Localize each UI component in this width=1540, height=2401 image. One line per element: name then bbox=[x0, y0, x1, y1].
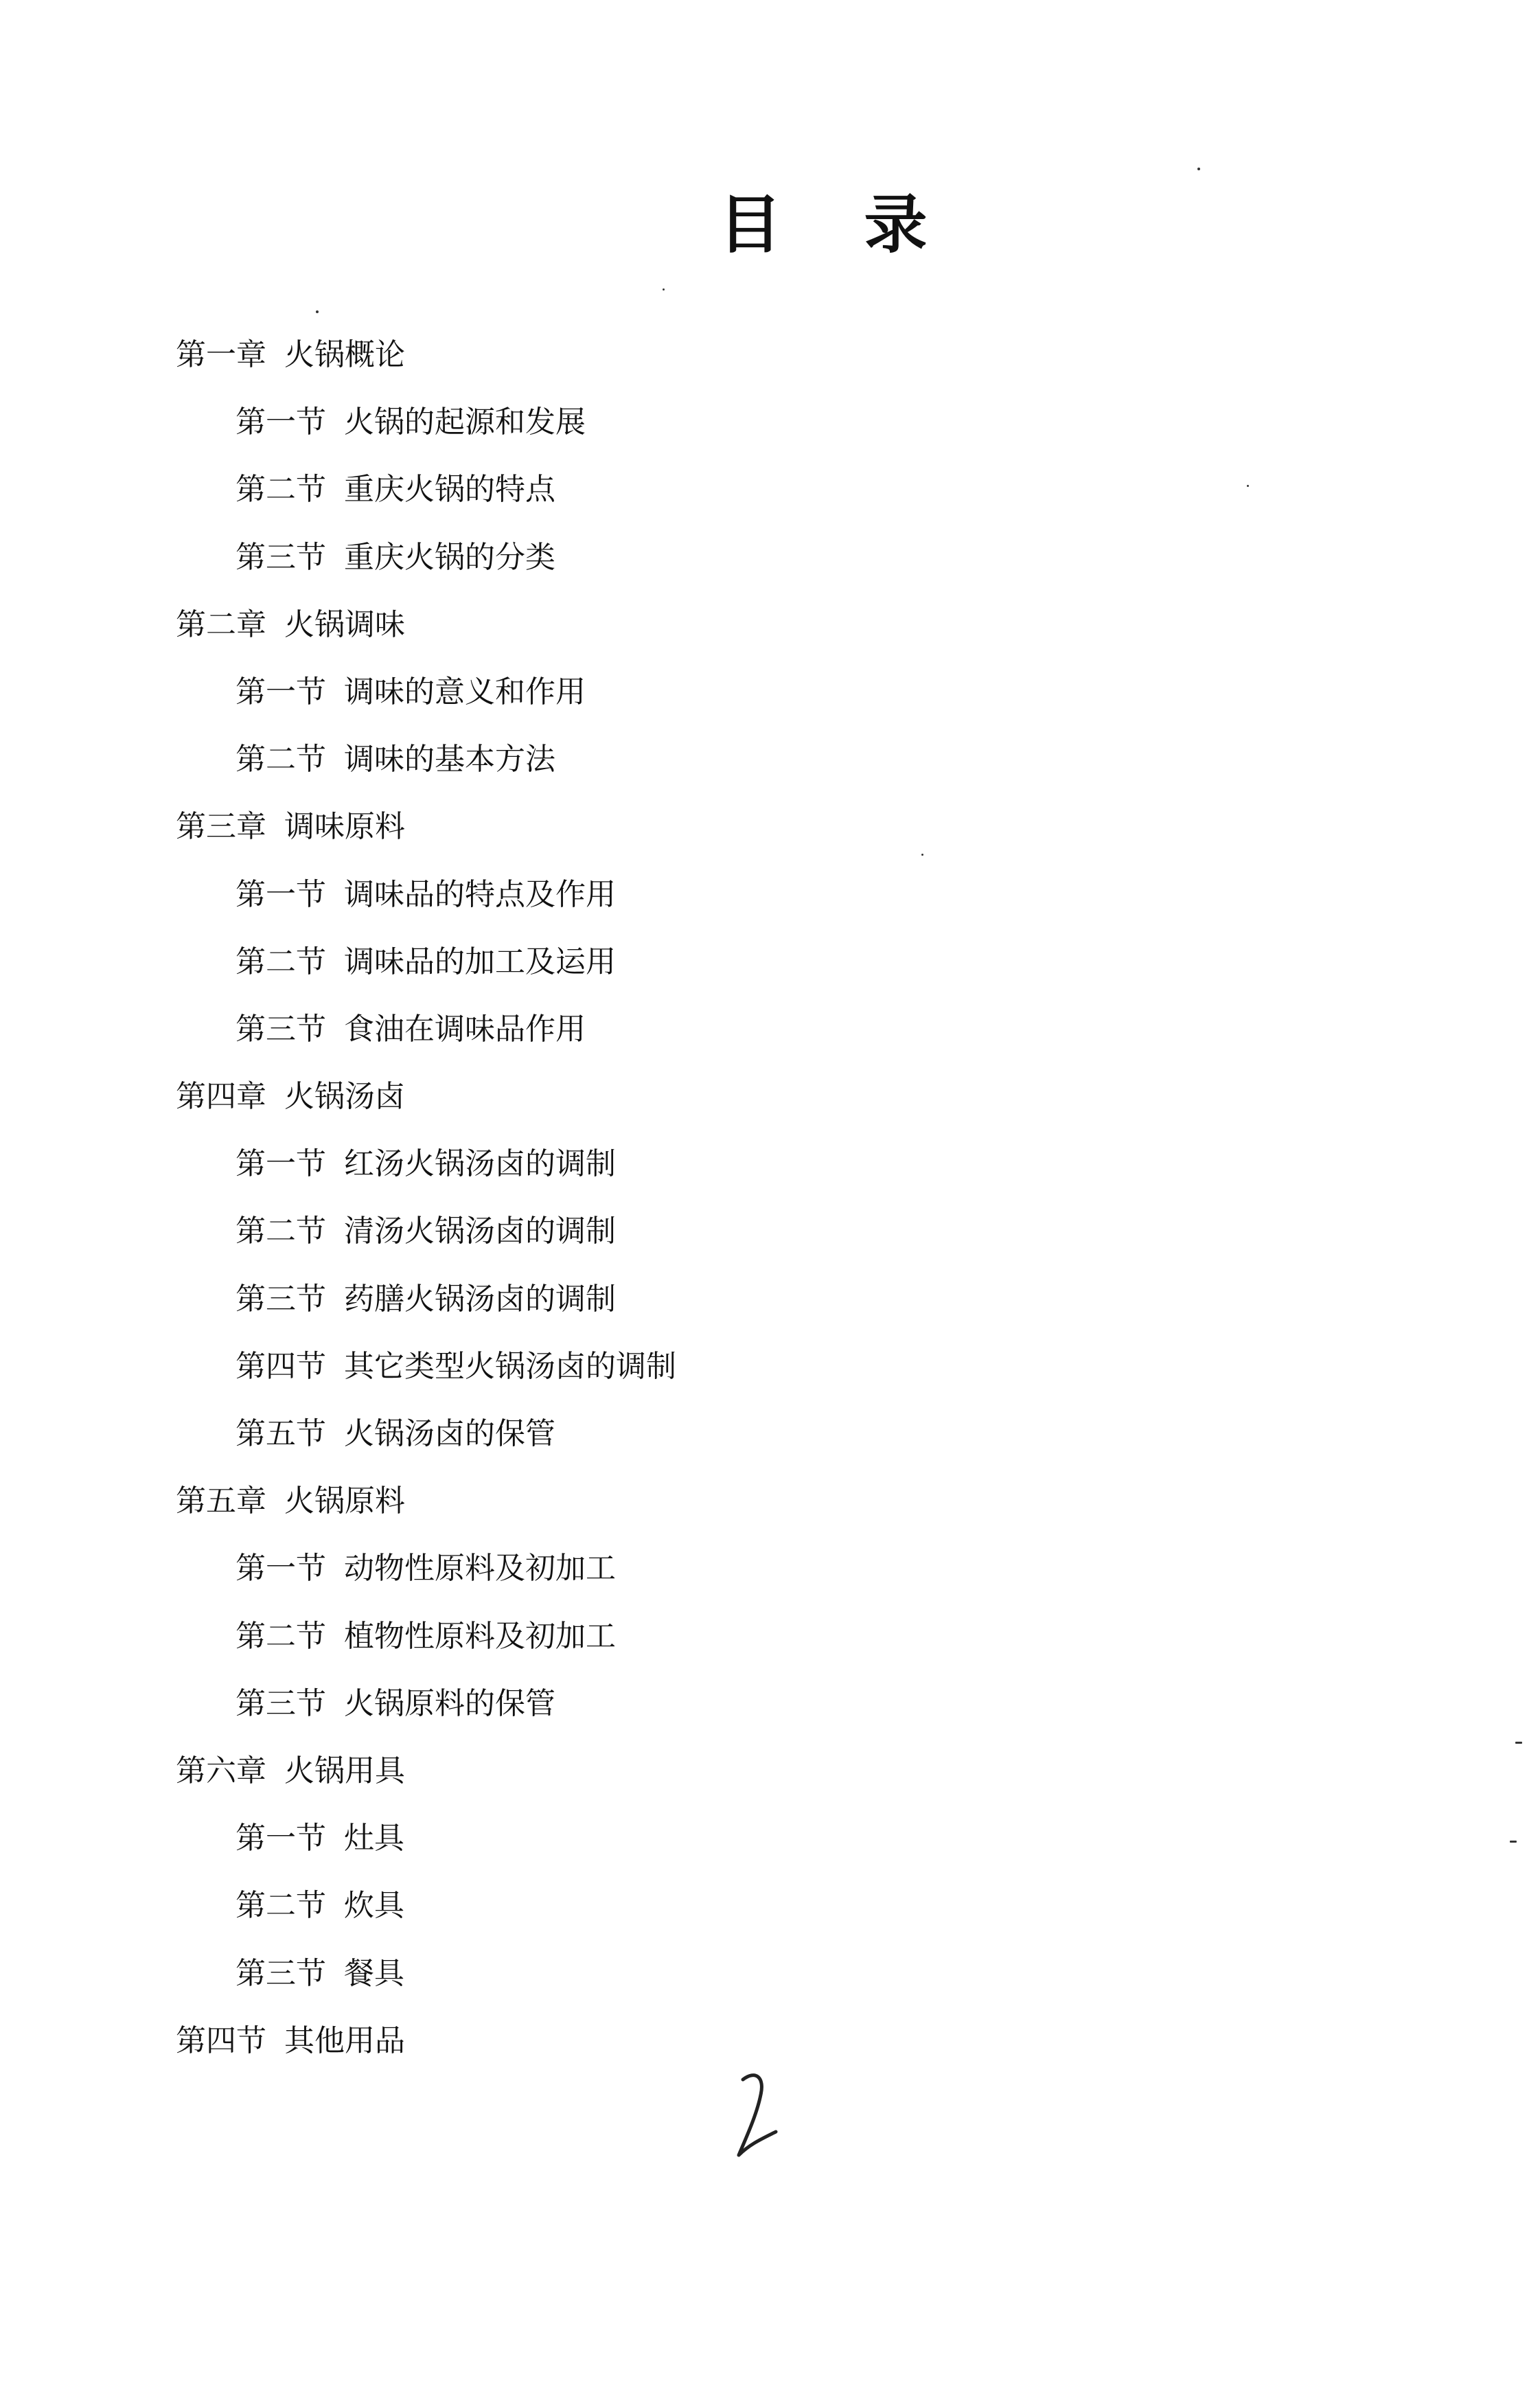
toc-entry-number: 第一章 bbox=[176, 337, 266, 372]
toc-entry-number: 第一节 bbox=[235, 1146, 326, 1182]
toc-entry-number: 第一节 bbox=[235, 1821, 326, 1856]
toc-section-entry bbox=[0, 524, 1540, 591]
toc-section-entry bbox=[0, 1333, 1540, 1400]
toc-section-entry bbox=[0, 659, 1540, 726]
toc-section-entry bbox=[0, 1603, 1540, 1670]
toc-entry-number: 第三节 bbox=[235, 1685, 326, 1721]
toc-entry-title: 调味品的特点及作用 bbox=[344, 876, 616, 912]
toc-section-entry bbox=[0, 1670, 1540, 1738]
scan-speck bbox=[1510, 1841, 1517, 1843]
toc-chapter-entry bbox=[0, 1738, 1540, 1805]
toc-entry-number: 第三节 bbox=[235, 1011, 326, 1047]
handwritten-page-number bbox=[722, 2067, 791, 2170]
toc-section-entry bbox=[0, 1940, 1540, 2007]
toc-entry-title: 火锅调味 bbox=[284, 606, 405, 642]
toc-section-entry bbox=[0, 389, 1540, 456]
scan-speck bbox=[1197, 168, 1200, 170]
toc-entry-number: 第三节 bbox=[235, 1281, 326, 1317]
toc-entry-number: 第四章 bbox=[176, 1079, 266, 1115]
scan-speck bbox=[921, 854, 923, 856]
toc-entry-number: 第一节 bbox=[235, 405, 326, 440]
toc-entry-title: 调味的基本方法 bbox=[344, 742, 555, 777]
toc-chapter-entry bbox=[0, 321, 1540, 389]
toc-entry-title: 火锅原料 bbox=[284, 1483, 405, 1519]
toc-entry-title: 火锅的起源和发展 bbox=[344, 405, 586, 440]
toc-section-entry bbox=[0, 1535, 1540, 1602]
toc-chapter-entry bbox=[0, 1063, 1540, 1130]
scan-speck bbox=[663, 288, 665, 291]
toc-entry-number: 第六章 bbox=[176, 1753, 266, 1788]
toc-section-entry bbox=[0, 1130, 1540, 1198]
toc-section-entry bbox=[0, 726, 1540, 793]
toc-entry-title: 火锅原料的保管 bbox=[344, 1685, 555, 1721]
toc-entry-title: 重庆火锅的特点 bbox=[344, 472, 555, 508]
toc-entry-number: 第二节 bbox=[235, 1618, 326, 1654]
toc-chapter-entry bbox=[0, 591, 1540, 659]
toc-entry-number: 第二章 bbox=[176, 606, 266, 642]
toc-entry-title: 其他用品 bbox=[284, 2023, 405, 2058]
toc-entry-title: 重庆火锅的分类 bbox=[344, 539, 555, 575]
scan-speck bbox=[1515, 1742, 1522, 1744]
toc-entry-number: 第四节 bbox=[235, 1348, 326, 1384]
toc-chapter-entry bbox=[0, 2007, 1540, 2075]
toc-entry-title: 火锅汤卤 bbox=[284, 1079, 405, 1115]
toc-chapter-entry bbox=[0, 1468, 1540, 1535]
toc-entry-title: 药膳火锅汤卤的调制 bbox=[344, 1281, 616, 1317]
toc-entry-number: 第一节 bbox=[235, 1551, 326, 1586]
toc-entry-title: 红汤火锅汤卤的调制 bbox=[344, 1146, 616, 1182]
toc-entry-number: 第二节 bbox=[235, 472, 326, 508]
toc-section-entry bbox=[0, 1872, 1540, 1939]
toc-entry-number: 第三节 bbox=[235, 539, 326, 575]
toc-chapter-entry bbox=[0, 793, 1540, 861]
toc-section-entry bbox=[0, 1266, 1540, 1333]
toc-section-entry bbox=[0, 929, 1540, 996]
toc-entry-title: 餐具 bbox=[344, 1955, 404, 1991]
toc-entry-number: 第三节 bbox=[235, 1955, 326, 1991]
page-title: 目 录 bbox=[718, 188, 958, 262]
toc-entry-number: 第一节 bbox=[235, 674, 326, 709]
toc-section-entry bbox=[0, 1400, 1540, 1468]
toc-section-entry bbox=[0, 1198, 1540, 1265]
toc-entry-title: 调味的意义和作用 bbox=[344, 674, 586, 709]
toc-entry-title: 其它类型火锅汤卤的调制 bbox=[344, 1348, 676, 1384]
toc-entry-number: 第一节 bbox=[235, 876, 326, 912]
toc-entry-title: 调味原料 bbox=[284, 809, 405, 845]
toc-entry-number: 第二节 bbox=[235, 1214, 326, 1249]
toc-entry-number: 第五节 bbox=[235, 1416, 326, 1451]
scan-speck bbox=[1247, 485, 1249, 487]
toc-entry-title: 火锅概论 bbox=[284, 337, 405, 372]
toc-entry-number: 第三章 bbox=[176, 809, 266, 845]
scan-speck bbox=[316, 310, 319, 313]
toc-section-entry bbox=[0, 996, 1540, 1063]
toc-entry-title: 植物性原料及初加工 bbox=[344, 1618, 616, 1654]
toc-entry-number: 第二节 bbox=[235, 1888, 326, 1924]
toc-entry-title: 清汤火锅汤卤的调制 bbox=[344, 1214, 616, 1249]
toc-entry-number: 第二节 bbox=[235, 944, 326, 979]
toc-entry-title: 火锅汤卤的保管 bbox=[344, 1416, 555, 1451]
toc-entry-title: 灶具 bbox=[344, 1821, 404, 1856]
toc-section-entry bbox=[0, 861, 1540, 929]
toc-entry-title: 炊具 bbox=[344, 1888, 404, 1924]
toc-entry-number: 第五章 bbox=[176, 1483, 266, 1519]
toc-entry-title: 调味品的加工及运用 bbox=[344, 944, 616, 979]
toc-entry-number: 第二节 bbox=[235, 742, 326, 777]
toc-section-entry bbox=[0, 456, 1540, 523]
toc-entry-title: 动物性原料及初加工 bbox=[344, 1551, 616, 1586]
toc-entry-number: 第四节 bbox=[176, 2023, 266, 2058]
toc-entry-title: 食油在调味品作用 bbox=[344, 1011, 586, 1047]
toc-entry-title: 火锅用具 bbox=[284, 1753, 405, 1788]
table-of-contents bbox=[0, 321, 1540, 2075]
toc-section-entry bbox=[0, 1805, 1540, 1872]
